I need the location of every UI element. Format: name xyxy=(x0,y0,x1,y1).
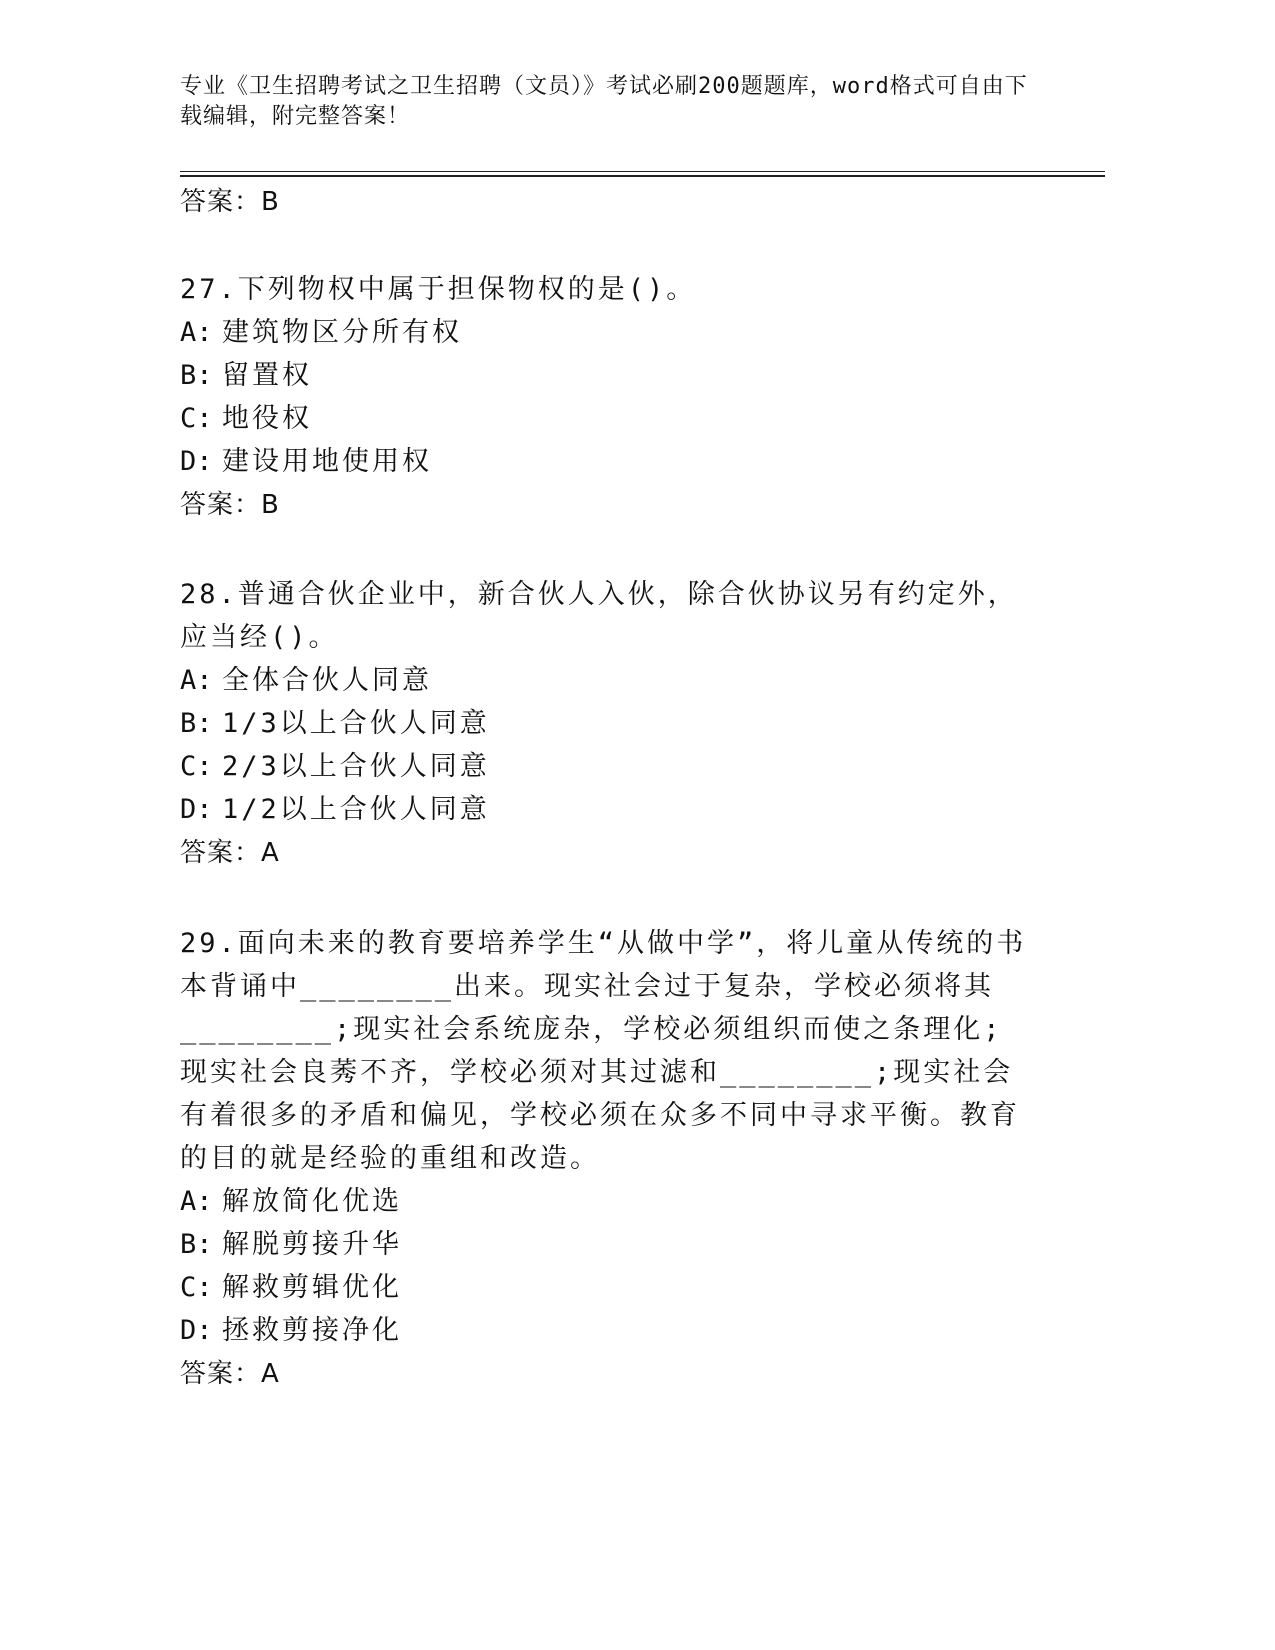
option-letter: B: xyxy=(180,708,213,739)
option-letter: B: xyxy=(180,1229,213,1260)
question-27 xyxy=(180,268,1030,527)
option-c xyxy=(180,1266,1030,1309)
option-b xyxy=(180,354,1030,397)
question-stem: 29.面向未来的教育要培养学生“从做中学”，将儿童从传统的书本背诵中________出来。现实社会过于复杂，学校必须将其________;现实社会系统庞杂，学校必须组织而使之条理化;现实社会良莠不齐，学校必须对其过滤和________;现实社会有着很多的矛盾和偏见，学校必须在众多不同中寻求平衡。教育的目的就是经验的重组和改造。 xyxy=(180,928,1027,1174)
header-divider-thick xyxy=(180,175,1105,177)
question-stem: 27.下列物权中属于担保物权的是()。 xyxy=(180,274,697,305)
option-text: 2/3以上合伙人同意 xyxy=(222,751,490,782)
option-b xyxy=(180,1223,1030,1266)
option-c xyxy=(180,745,1030,788)
option-letter: B: xyxy=(180,360,213,391)
page-header-text: 专业《卫生招聘考试之卫生招聘（文员）》考试必刷200题题库，word格式可自由下载编辑，附完整答案！ xyxy=(180,74,1028,129)
option-letter: C: xyxy=(180,1272,213,1303)
option-text: 1/3以上合伙人同意 xyxy=(222,708,490,739)
answer-line: 答案：B xyxy=(180,187,280,217)
option-text: 留置权 xyxy=(222,360,312,391)
option-d xyxy=(180,1309,1030,1352)
option-d xyxy=(180,788,1030,831)
option-text: 1/2以上合伙人同意 xyxy=(222,794,490,825)
option-text: 建筑物区分所有权 xyxy=(222,317,462,348)
option-c xyxy=(180,397,1030,440)
answer-line: 答案：A xyxy=(180,838,280,868)
header-divider-thin xyxy=(180,171,1105,172)
option-text: 解救剪辑优化 xyxy=(222,1272,402,1303)
answer-line: 答案：A xyxy=(180,1359,280,1389)
option-text: 建设用地使用权 xyxy=(222,446,432,477)
question-stem: 28.普通合伙企业中，新合伙人入伙，除合伙协议另有约定外，应当经()。 xyxy=(180,579,1018,653)
option-b xyxy=(180,702,1030,745)
option-letter: A: xyxy=(180,1186,213,1217)
option-letter: A: xyxy=(180,317,213,348)
option-letter: C: xyxy=(180,751,213,782)
option-d xyxy=(180,440,1030,483)
answer-line: 答案：B xyxy=(180,490,280,520)
option-letter: A: xyxy=(180,665,213,696)
option-a xyxy=(180,1180,1030,1223)
option-letter: D: xyxy=(180,1315,213,1346)
option-letter: D: xyxy=(180,446,213,477)
option-a xyxy=(180,311,1030,354)
question-28 xyxy=(180,573,1030,875)
option-a xyxy=(180,659,1030,702)
option-letter: D: xyxy=(180,794,213,825)
option-text: 解放简化优选 xyxy=(222,1186,402,1217)
option-text: 解脱剪接升华 xyxy=(222,1229,402,1260)
option-text: 拯救剪接净化 xyxy=(222,1315,402,1346)
option-text: 全体合伙人同意 xyxy=(222,665,432,696)
question-29 xyxy=(180,922,1030,1396)
option-text: 地役权 xyxy=(222,403,312,434)
option-letter: C: xyxy=(180,403,213,434)
